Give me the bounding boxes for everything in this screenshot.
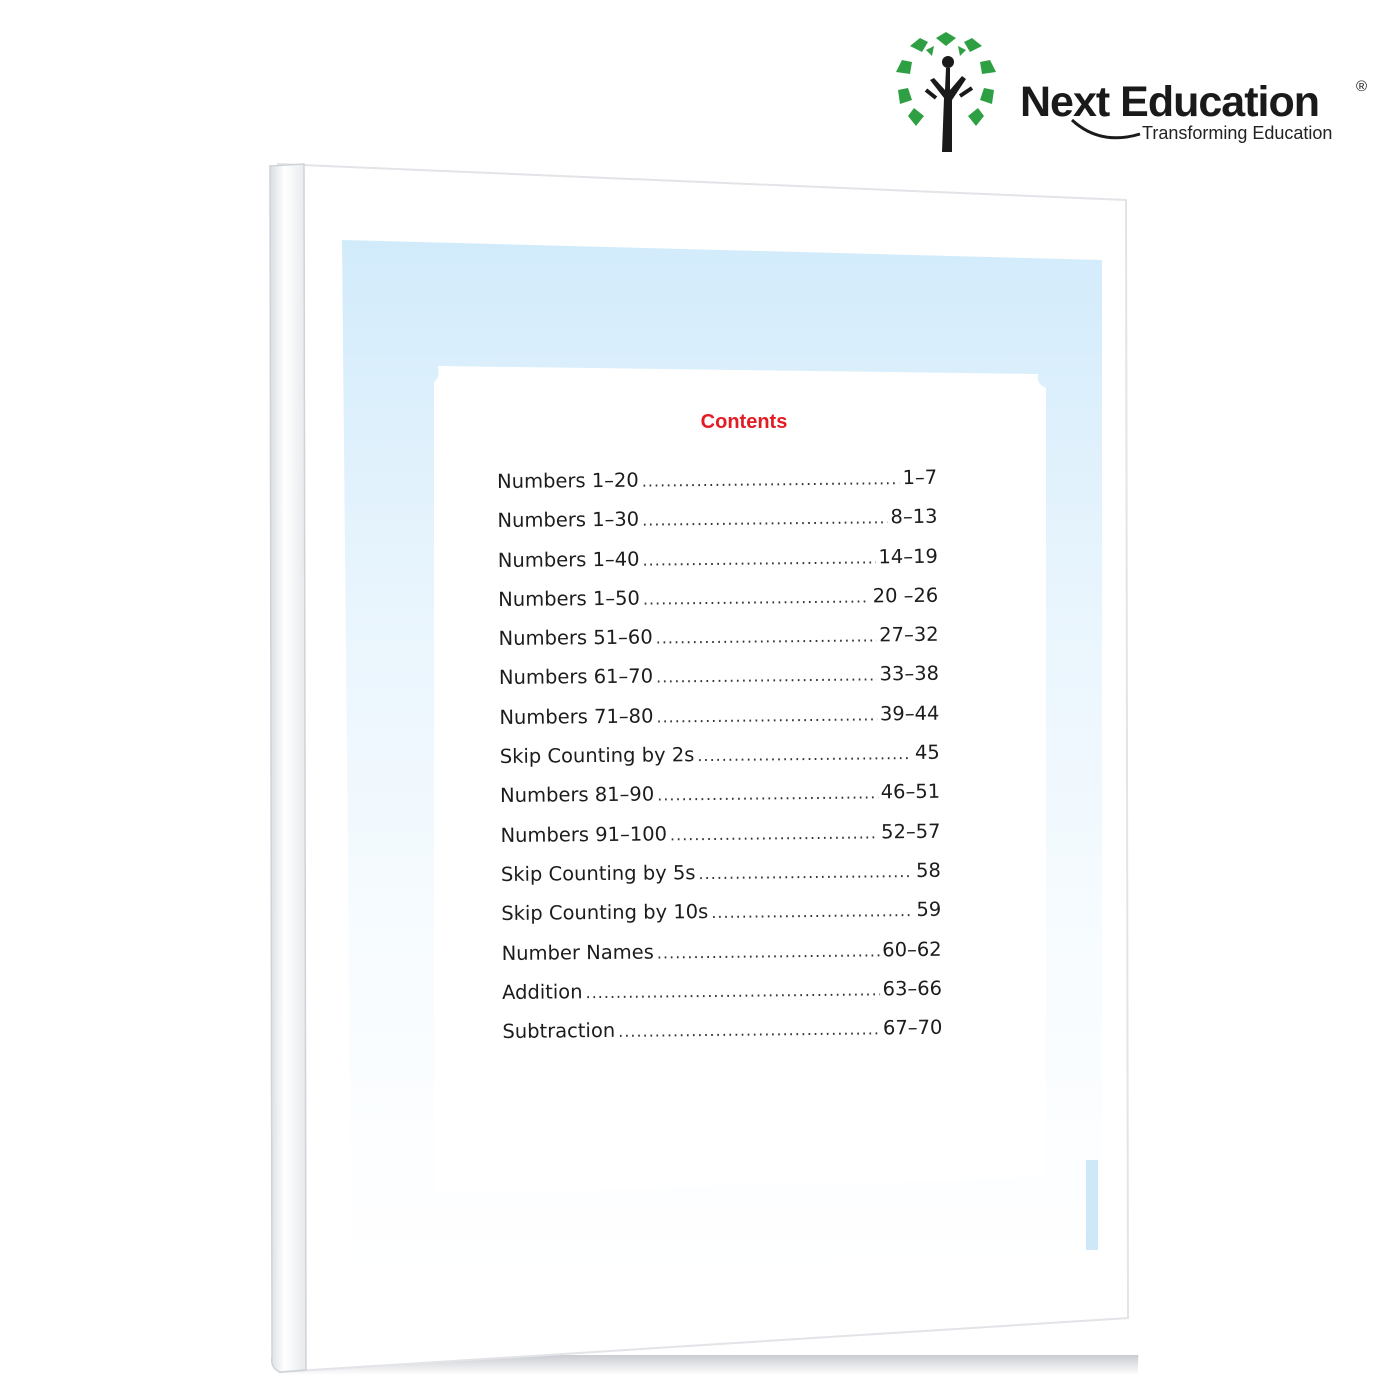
tree-logo-icon <box>890 28 1002 154</box>
toc-entry-title: Numbers 81–90 <box>500 782 655 808</box>
toc-entry-pages: 27–32 <box>879 622 939 647</box>
toc-entry-title: Numbers 51–60 <box>498 625 653 651</box>
leader-dots <box>643 587 870 608</box>
toc-entry-pages: 45 <box>914 740 940 765</box>
toc-entry-title: Subtraction <box>502 1019 616 1044</box>
toc-entry <box>499 702 939 746</box>
toc-entry-title: Numbers 91–100 <box>500 822 668 847</box>
toc-entry <box>499 662 939 706</box>
toc-entry-pages: 67–70 <box>882 1015 943 1040</box>
brand-name: Next Education <box>1020 78 1319 126</box>
toc-entry <box>502 937 942 981</box>
toc-entry-title: Numbers 1–30 <box>497 507 640 533</box>
toc-entry-pages: 63–66 <box>882 976 943 1001</box>
toc-entry-pages: 59 <box>916 898 942 922</box>
contents-list <box>497 466 943 1060</box>
toc-entry <box>497 505 937 549</box>
toc-entry-pages: 39–44 <box>879 701 940 726</box>
toc-entry-title: Skip Counting by 5s <box>500 861 696 886</box>
leader-dots <box>642 509 888 530</box>
registered-mark: ® <box>1356 78 1368 95</box>
toc-entry-pages: 58 <box>915 858 941 882</box>
toc-entry <box>497 466 937 510</box>
leader-dots <box>697 744 912 765</box>
next-education-logo <box>890 28 1380 158</box>
toc-entry <box>499 623 939 667</box>
leader-dots <box>711 901 913 922</box>
leader-dots <box>657 784 878 805</box>
toc-entry <box>500 741 940 785</box>
contents-title: Contents <box>700 411 788 433</box>
toc-entry-title: Numbers 1–20 <box>497 468 639 493</box>
toc-entry-title: Numbers 1–50 <box>498 586 641 611</box>
toc-entry-title: Number Names <box>501 940 654 965</box>
leader-dots <box>670 823 878 844</box>
leader-dots <box>642 548 875 569</box>
toc-entry-pages: 1–7 <box>902 465 938 490</box>
toc-entry-title: Numbers 71–80 <box>499 704 654 729</box>
toc-entry <box>500 819 940 863</box>
leader-dots <box>642 469 900 490</box>
toc-entry-title: Skip Counting by 2s <box>499 743 695 769</box>
toc-entry <box>500 780 940 824</box>
leader-dots <box>656 705 877 726</box>
toc-entry-title: Addition <box>501 980 583 1004</box>
toc-entry-pages: 14–19 <box>878 544 938 568</box>
brand-tagline: Transforming Education <box>1142 123 1333 143</box>
leader-dots <box>585 980 879 1002</box>
toc-entry <box>498 544 938 588</box>
leader-dots <box>656 627 877 648</box>
toc-entry <box>501 898 941 942</box>
toc-entry-pages: 8–13 <box>890 505 938 529</box>
toc-entry-pages: 52–57 <box>880 819 941 844</box>
leader-dots <box>618 1020 880 1042</box>
leader-dots <box>656 666 877 687</box>
toc-entry-title: Skip Counting by 10s <box>501 900 709 926</box>
leader-dots <box>698 862 913 883</box>
toc-entry-pages: 46–51 <box>880 780 941 804</box>
toc-entry-title: Numbers 1–40 <box>497 547 640 572</box>
toc-entry <box>502 1016 942 1060</box>
toc-entry <box>502 977 942 1021</box>
toc-entry-pages: 60–62 <box>882 937 942 961</box>
toc-entry <box>498 584 938 628</box>
toc-entry-title: Numbers 61–70 <box>498 664 654 690</box>
leader-dots <box>657 941 880 962</box>
toc-entry-pages: 20 –26 <box>872 583 939 608</box>
toc-entry-pages: 33–38 <box>879 662 940 686</box>
toc-entry <box>501 859 941 903</box>
